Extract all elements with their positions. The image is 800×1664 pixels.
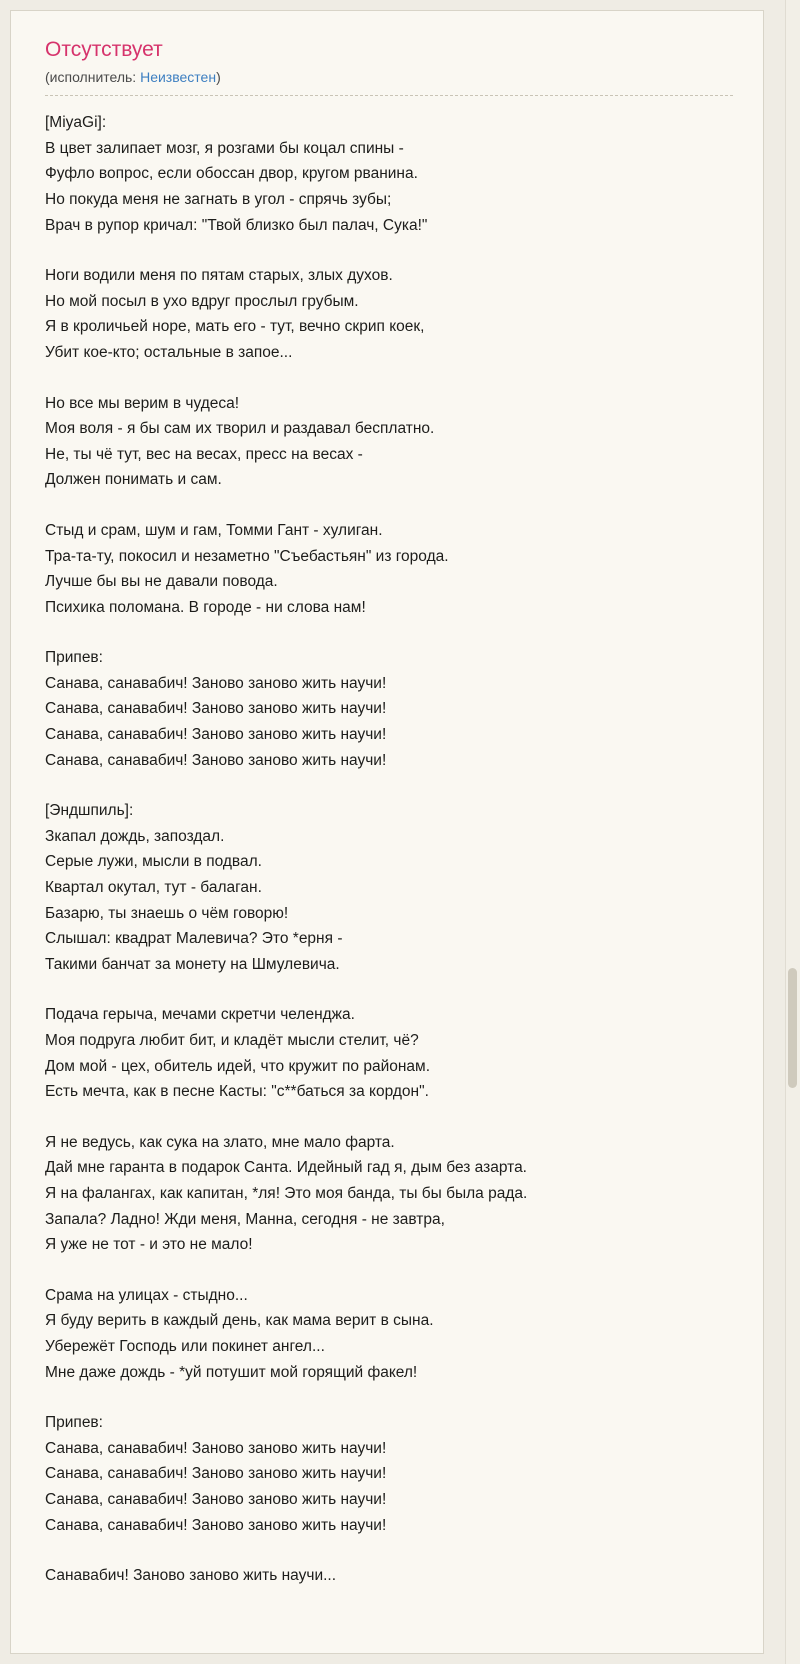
lyrics-line: Моя подруга любит бит, и кладёт мысли стелит, чё? bbox=[45, 1032, 419, 1049]
artist-label: (исполнитель: bbox=[45, 69, 137, 86]
lyrics-line: Такими банчат за монету на Шмулевича. bbox=[45, 955, 340, 973]
lyrics-line: Дом мой - цех, обитель идей, что кружит по районам. bbox=[45, 1057, 431, 1075]
lyrics-line: Я уже не тот - и это не мало! bbox=[45, 1236, 253, 1254]
lyrics-line: Я в кроличьей норе, мать его - тут, вечно скрип коек, bbox=[45, 318, 425, 336]
lyrics-stanza bbox=[45, 1563, 733, 1589]
lyrics-line: Психика поломана. В городе - ни слова нам! bbox=[45, 598, 366, 616]
lyrics-line: Стыд и срам, шум и гам, Томми Гант - хулиган. bbox=[45, 521, 383, 539]
lyrics-stanza bbox=[45, 391, 733, 493]
lyrics-line: Подача герыча, мечами скретчи челенджа. bbox=[45, 1006, 355, 1024]
lyrics-line: Санава, санавабич! Заново заново жить научи! bbox=[45, 1490, 387, 1508]
lyrics-line: Мне даже дождь - *уй потушит мой горящий факел! bbox=[45, 1363, 418, 1381]
lyrics-stanza bbox=[45, 110, 733, 238]
lyrics-line: В цвет залипает мозг, я розгами бы коцал спины - bbox=[45, 139, 404, 157]
lyrics-line: Запала? Ладно! Жди меня, Манна, сегодня - не завтра, bbox=[45, 1210, 445, 1228]
lyrics-line: Зкапал дождь, запоздал. bbox=[45, 827, 225, 845]
artist-link[interactable]: Неизвестен bbox=[140, 69, 217, 86]
lyrics-line: Квартал окутал, тут - балаган. bbox=[45, 879, 262, 897]
lyrics-line: Срама на улицах - стыдно... bbox=[45, 1286, 248, 1304]
lyrics-stanza bbox=[45, 1130, 733, 1258]
artist-line bbox=[45, 69, 733, 96]
lyrics-line: Санава, санавабич! Заново заново жить научи! bbox=[45, 700, 387, 718]
lyrics-stanza bbox=[45, 1002, 733, 1104]
lyrics-line: Моя воля - я бы сам их творил и раздавал бесплатно. bbox=[45, 420, 435, 438]
lyrics-line: Серые лужи, мысли в подвал. bbox=[45, 853, 262, 871]
lyrics-line: [Эндшпиль]: bbox=[45, 802, 134, 820]
vertical-scrollbar[interactable] bbox=[785, 0, 800, 1664]
lyrics-line: Лучше бы вы не давали повода. bbox=[45, 573, 278, 591]
lyrics-line: Санава, санавабич! Заново заново жить научи! bbox=[45, 726, 387, 744]
lyrics-line: Я на фалангах, как капитан, *ля! Это моя банда, ты бы была рада. bbox=[45, 1184, 528, 1202]
lyrics-line: Но все мы верим в чудеса! bbox=[45, 394, 240, 412]
lyrics-line: Должен понимать и сам. bbox=[45, 471, 222, 489]
lyrics-line: Я не ведусь, как сука на злато, мне мало фарта. bbox=[45, 1133, 395, 1151]
lyrics-line: [MiyaGi]: bbox=[45, 114, 107, 132]
lyrics-line: Припев: bbox=[45, 1414, 103, 1432]
lyrics-line: Дай мне гаранта в подарок Санта. Идейный гад я, дым без азарта. bbox=[45, 1159, 527, 1177]
lyrics-stanza bbox=[45, 1283, 733, 1385]
lyrics-stanza bbox=[45, 263, 733, 365]
lyrics-line: Припев: bbox=[45, 649, 103, 667]
lyrics-line: Я буду верить в каждый день, как мама верит в сына. bbox=[45, 1312, 434, 1330]
lyrics-stanza bbox=[45, 645, 733, 773]
lyrics-line: Врач в рупор кричал: "Твой близко был палач, Сука!" bbox=[45, 216, 428, 234]
lyrics-line: Санава, санавабич! Заново заново жить научи! bbox=[45, 674, 387, 692]
lyrics-stanza bbox=[45, 518, 733, 620]
page-title: Отсутствует bbox=[45, 38, 163, 61]
lyrics-line: Но мой посыл в ухо вдруг прослыл грубым. bbox=[45, 292, 359, 310]
lyrics-line: Санава, санавабич! Заново заново жить научи! bbox=[45, 1465, 387, 1483]
lyrics-stanza bbox=[45, 798, 733, 977]
lyrics-stanza bbox=[45, 1410, 733, 1538]
lyrics-line: Санава, санавабич! Заново заново жить научи! bbox=[45, 1439, 387, 1457]
lyrics-line: Есть мечта, как в песне Касты: "с**баться за кордон". bbox=[45, 1083, 429, 1101]
lyrics-line: Но покуда меня не загнать в угол - спрячь зубы; bbox=[45, 190, 392, 208]
artist-paren-close: ) bbox=[216, 69, 221, 86]
lyrics-line: Базарю, ты знаешь о чём говорю! bbox=[45, 904, 289, 922]
lyrics-line: Санава, санавабич! Заново заново жить научи! bbox=[45, 1516, 387, 1534]
lyrics-line: Тра-та-ту, покосил и незаметно "Съебастьян" из города. bbox=[45, 547, 449, 565]
scrollbar-thumb[interactable] bbox=[788, 968, 797, 1088]
lyrics-body bbox=[45, 110, 733, 1589]
lyrics-line: Убережёт Господь или покинет ангел... bbox=[45, 1337, 325, 1355]
lyrics-line: Ноги водили меня по пятам старых, злых духов. bbox=[45, 267, 393, 285]
lyrics-sheet bbox=[10, 10, 764, 1654]
lyrics-line: Санавабич! Заново заново жить научи... bbox=[45, 1567, 337, 1585]
lyrics-line: Санава, санавабич! Заново заново жить научи! bbox=[45, 751, 387, 769]
lyrics-line: Фуфло вопрос, если обоссан двор, кругом рванина. bbox=[45, 165, 418, 183]
lyrics-line: Не, ты чё тут, вес на весах, пресс на весах - bbox=[45, 445, 363, 463]
lyrics-line: Убит кое-кто; остальные в запое... bbox=[45, 343, 293, 361]
lyrics-line: Слышал: квадрат Малевича? Это *ерня - bbox=[45, 930, 343, 948]
